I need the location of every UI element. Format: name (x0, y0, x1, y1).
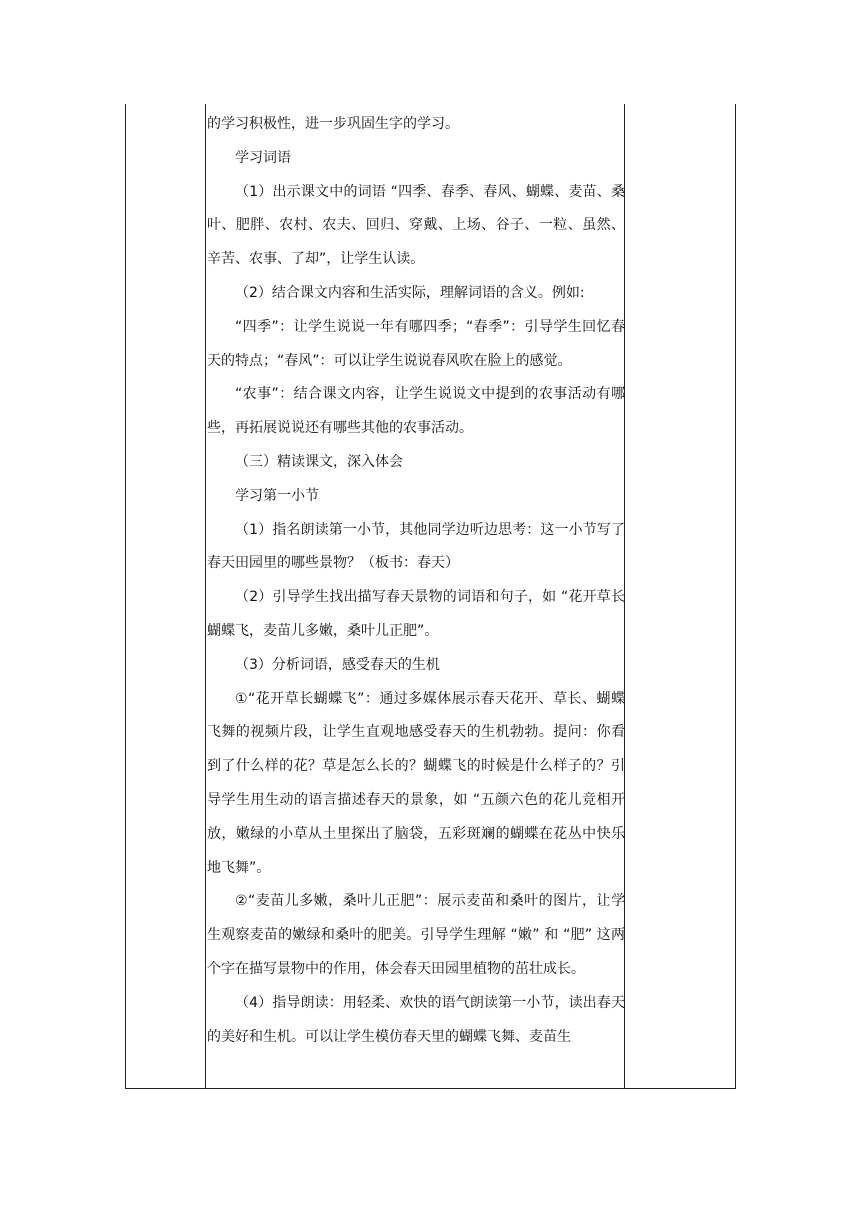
paragraph: ①“花开草长蝴蝶飞”：通过多媒体展示春天花开、草长、蝴蝶飞舞的视频片段，让学生直观地感受春天的生机勃勃。提问：你看到了什么样的花？草是怎么长的？蝴蝶飞的时候是什么样子的？引导学生用生动的语言描述春天的景象，如 “五颜六色的花儿竞相开放，嫩绿的小草从土里探出了脑袋，五彩斑斓的蝴蝶在花丛中快乐地飞舞”。 (207, 690, 625, 876)
table-column-divider-1 (205, 104, 206, 1089)
paragraph: 的学习积极性，进一步巩固生字的学习。 (207, 116, 459, 132)
paragraph: （2）结合课文内容和生活实际，理解词语的含义。例如: (235, 284, 585, 301)
paragraph: （1）指名朗读第一小节，其他同学边听边思考：这一小节写了春天田园里的哪些景物？（板书：春天） (207, 521, 625, 572)
table-border-left (125, 104, 126, 1089)
paragraph: （4）指导朗读：用轻柔、欢快的语气朗读第一小节，读出春天的美好和生机。可以让学生模仿春天里的蝴蝶飞舞、麦苗生 (207, 994, 625, 1045)
table-border-right (735, 104, 736, 1089)
paragraph: 学习词语 (235, 149, 291, 166)
paragraph: （3）分析词语，感受春天的生机 (235, 656, 440, 673)
paragraph: ②“麦苗儿多嫩，桑叶儿正肥”：展示麦苗和桑叶的图片，让学生观察麦苗的嫩绿和桑叶的肥美。引导学生理解 “嫩” 和 “肥” 这两个字在描写景物中的作用，体会春天田园里植物的茁壮成长。 (207, 893, 625, 977)
paragraph: “农事”：结合课文内容，让学生说说文中提到的农事活动有哪些，再拓展说说还有哪些其他的农事活动。 (207, 386, 625, 437)
paragraph: （1）出示课文中的词语 “四季、春季、春风、蝴蝶、麦苗、桑叶、肥胖、农村、农夫、回归、穿戴、上场、谷子、一粒、虽然、辛苦、农事、了却”，让学生认读。 (207, 183, 625, 268)
table-border-bottom (125, 1088, 736, 1089)
paragraph: “四季”：让学生说说一年有哪四季；“春季”：引导学生回忆春天的特点；“春风”：可以让学生说说春风吹在脸上的感觉。 (207, 318, 625, 369)
lesson-content-cell (207, 108, 625, 1054)
subsection-heading: 学习第一小节 (235, 487, 319, 504)
paragraph: （2）引导学生找出描写春天景物的词语和句子，如 “花开草长蝴蝶飞，麦苗儿多嫩，桑叶儿正肥”。 (207, 589, 625, 639)
section-heading: （三）精读课文，深入体会 (235, 453, 403, 470)
